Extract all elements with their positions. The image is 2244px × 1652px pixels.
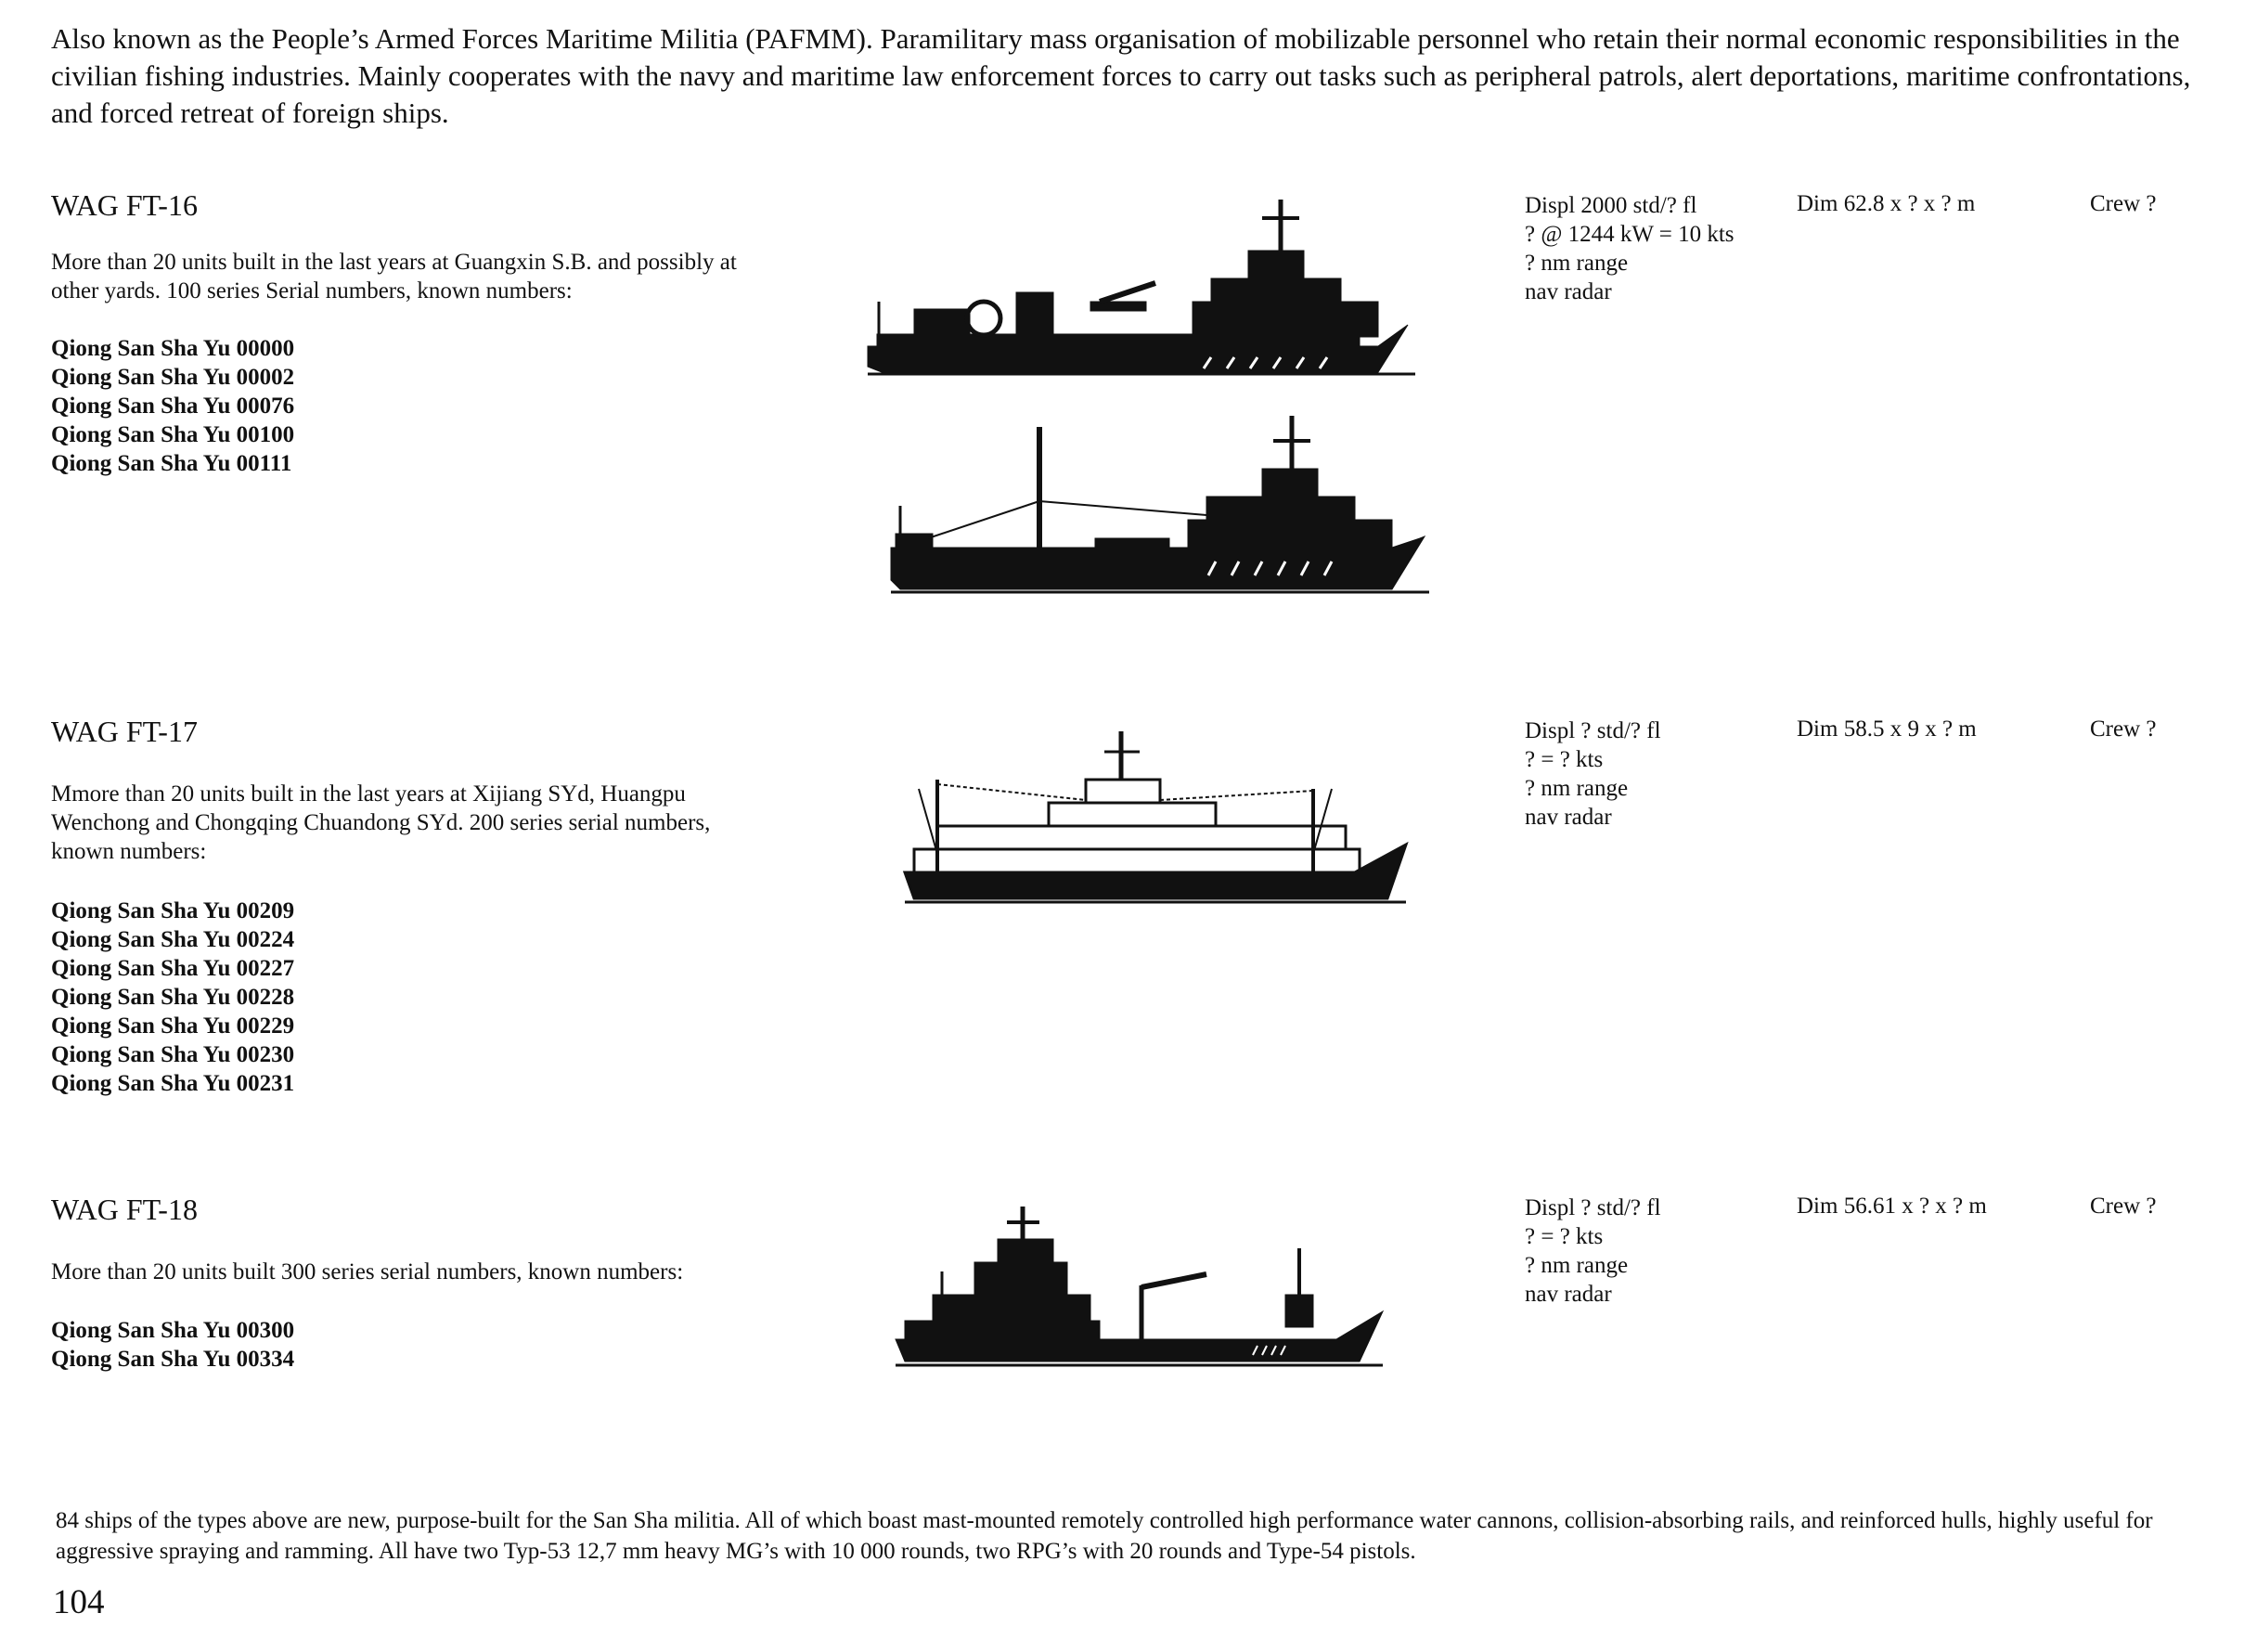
unit-number: Qiong San Sha Yu 00111 bbox=[51, 451, 292, 476]
crew-ft17: Crew ? bbox=[2090, 716, 2157, 742]
spec-displacement: Displ ? std/? fl bbox=[1525, 1195, 1661, 1220]
footer-note: 84 ships of the types above are new, purpose-built for the San Sha militia. All of which boast mast-mounted remotely controlled high performance water cannons, collision-absorbing rails, and reinforced hulls, highly useful for aggressive spraying and ramming. All have two Typ-53 12,7 mm heavy MG’s with 10 000 rounds, two RPG’s with 20 rounds and Type-54 pistols. bbox=[56, 1508, 2153, 1564]
spec-block-ft17 bbox=[1525, 716, 1661, 832]
spec-range: ? nm range bbox=[1525, 1253, 1629, 1278]
unit-number: Qiong San Sha Yu 00002 bbox=[51, 365, 295, 390]
unit-list-ft18 bbox=[51, 1316, 294, 1374]
spec-sensors: nav radar bbox=[1525, 805, 1612, 830]
unit-number: Qiong San Sha Yu 00228 bbox=[51, 985, 295, 1010]
section-description-ft18: More than 20 units built 300 series serial numbers, known numbers: bbox=[51, 1259, 684, 1284]
unit-number: Qiong San Sha Yu 00076 bbox=[51, 394, 295, 419]
spec-block-ft16 bbox=[1525, 191, 1735, 306]
unit-number: Qiong San Sha Yu 00224 bbox=[51, 927, 295, 952]
dimensions-ft18: Dim 56.61 x ? x ? m bbox=[1797, 1194, 1987, 1219]
spec-displacement: Displ ? std/? fl bbox=[1525, 718, 1661, 743]
dimensions-ft17: Dim 58.5 x 9 x ? m bbox=[1797, 716, 1977, 742]
spec-block-ft18 bbox=[1525, 1194, 1661, 1309]
unit-number: Qiong San Sha Yu 00300 bbox=[51, 1318, 295, 1343]
section-title-ft17: WAG FT-17 bbox=[51, 715, 198, 748]
section-title-ft16: WAG FT-16 bbox=[51, 188, 198, 222]
unit-number: Qiong San Sha Yu 00230 bbox=[51, 1042, 295, 1067]
intro-paragraph: Also known as the People’s Armed Forces Maritime Militia (PAFMM). Paramilitary mass organisation of mobilizable personnel who retain their normal economic responsibilities in the civilian fishing industries. Mainly cooperates with the navy and maritime law enforcement forces to carry out tasks such as peripheral patrols, alert deportations, maritime confrontations, and forced retreat of foreign ships. bbox=[51, 22, 2191, 129]
dimensions-ft16: Dim 62.8 x ? x ? m bbox=[1797, 191, 1976, 216]
spec-displacement: Displ 2000 std/? fl bbox=[1525, 193, 1697, 218]
unit-number: Qiong San Sha Yu 00100 bbox=[51, 422, 295, 447]
spec-propulsion: ? = ? kts bbox=[1525, 1224, 1604, 1249]
unit-number: Qiong San Sha Yu 00229 bbox=[51, 1013, 295, 1039]
ship-drawing-ft18 bbox=[891, 1202, 1392, 1369]
section-description-ft16: More than 20 units built in the last years at Guangxin S.B. and possibly at other yards. 100 series Serial numbers, known numbers: bbox=[51, 250, 737, 303]
unit-number: Qiong San Sha Yu 00227 bbox=[51, 956, 295, 981]
ship-drawing-ft16-b bbox=[872, 408, 1434, 599]
section-description-ft17: Mmore than 20 units built in the last years at Xijiang SYd, Huangpu Wenchong and Chongqing Chuandong SYd. 200 series serial numbers, known numbers: bbox=[51, 781, 711, 864]
crew-ft16: Crew ? bbox=[2090, 191, 2157, 216]
unit-number: Qiong San Sha Yu 00000 bbox=[51, 336, 295, 361]
section-title-ft18: WAG FT-18 bbox=[51, 1193, 198, 1226]
page-number: 104 bbox=[53, 1583, 105, 1621]
spec-range: ? nm range bbox=[1525, 251, 1629, 276]
unit-list-ft16 bbox=[51, 334, 294, 478]
spec-sensors: nav radar bbox=[1525, 279, 1612, 304]
unit-list-ft17 bbox=[51, 897, 294, 1098]
spec-sensors: nav radar bbox=[1525, 1282, 1612, 1307]
spec-propulsion: ? @ 1244 kW = 10 kts bbox=[1525, 222, 1735, 247]
ship-drawing-ft17 bbox=[900, 724, 1420, 905]
spec-propulsion: ? = ? kts bbox=[1525, 747, 1604, 772]
crew-ft18: Crew ? bbox=[2090, 1194, 2157, 1219]
ship-drawing-ft16-a bbox=[858, 190, 1420, 376]
unit-number: Qiong San Sha Yu 00209 bbox=[51, 898, 295, 923]
spec-range: ? nm range bbox=[1525, 776, 1629, 801]
unit-number: Qiong San Sha Yu 00231 bbox=[51, 1071, 295, 1096]
unit-number: Qiong San Sha Yu 00334 bbox=[51, 1347, 295, 1372]
